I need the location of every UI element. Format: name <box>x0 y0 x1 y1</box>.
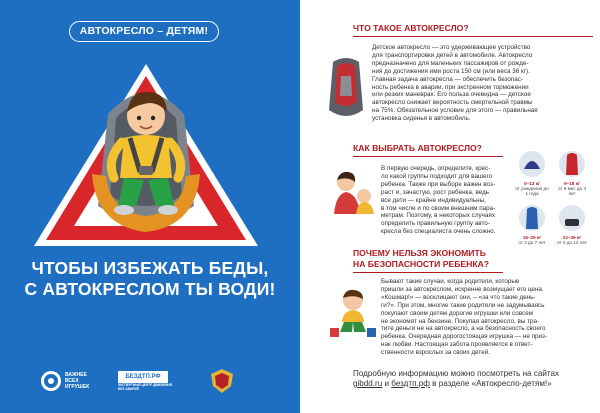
section-text: Детское автокресло — это удерживающее устройство для транспортировки детей в автомобиле. Автокресло предназначено для маленьких пассажиров от рожде- ния до достижения ими роста 150 см (или веса 36 кг). Главная задача автокресла — обеспечить безопас- ность ребенка в аварии, при экстренном торможении или резких маневрах. Его польза очевидна — детское автокресло снижает вероятность смертельной травмы на 75%. Обязательное условие для этого — правильная установка сиденья в автомобиль. <box>372 44 538 123</box>
section-text: Бывают такие случаи, когда родители, которые пришли за автокреслом, искренне возмущает его цена. «Кошмар!» — восклицают они, – «за что такие день- ги?». При этом, многие такие родители не задумываясь покупают своим детям дорогие игрушки или совсем не экономят на бензине. Покупая автокресло, вы тра- тите деньги не на автокресло, а на безопасность своего ребенка. Очередная дорогостоящая игрушка — не приз- нак любви. Настоящая забота проявляется в ответ- ственности взрослых за своих детей. <box>381 278 548 357</box>
heading-divider <box>353 156 503 157</box>
car-seat-icon <box>325 56 367 122</box>
section-heading: ПОЧЕМУ НЕЛЬЗЯ ЭКОНОМИТЬ НА БЕЗОПАСНОСТИ РЕБЕНКА? <box>353 248 490 269</box>
bezdtp-link[interactable]: бездтп.рф <box>391 379 430 388</box>
bezdtp-logo: БЕЗДТП.РФ <box>118 371 168 383</box>
section-heading: КАК ВЫБРАТЬ АВТОКРЕСЛО? <box>353 143 482 153</box>
gibdd-emblem-icon <box>210 368 234 394</box>
slogan-line: С АВТОКРЕСЛОМ ТЫ ВОДИ! <box>24 279 276 299</box>
child-in-car-seat-illustration <box>26 56 266 256</box>
partner-logos <box>40 366 265 396</box>
heading-divider <box>353 36 593 37</box>
booster-seat-icon <box>559 203 585 233</box>
toys-logo-text: ВАЖНЕЕ ВСЕХ ИГРУШЕК <box>65 372 90 390</box>
boy-with-toys-icon <box>330 288 376 338</box>
infant-seat-icon <box>519 149 545 179</box>
toddler-seat-icon <box>559 149 585 179</box>
parent-with-child-icon <box>332 170 376 216</box>
bezdtp-logo-subtitle: ЭКСПЕРТНЫЙ ЦЕНТР ДВИЖЕНИЯ БЕЗ АВАРИЙ <box>118 383 172 391</box>
seat-group-label: 15–25 кг от 3 до 7 лет <box>518 235 546 246</box>
section-text: В первую очередь, определите, крес- ло какой группы подходит для вашего ребенка. Также при выборе важен воз- раст и, зачастую, рост ребенка, ведь все дети — крайне индивидуальны, в том числе и по своим внешним пара- метрам. Поэтому, в некоторых случаях определить правильную группу авто- кресла без специалиста очень сложно. <box>381 165 496 236</box>
poster-slogan <box>20 258 280 300</box>
seat-group-label: 9–18 кг от 9 мес до 4 лет <box>557 181 587 197</box>
child-seat-icon <box>519 203 545 233</box>
seat-group-label: 0–13 кг от рождения до 1 года <box>515 181 549 197</box>
seat-group-label: 22–36 кг от 6 до 12 лет <box>557 235 587 246</box>
footer-info: Подробную информацию можно посмотреть на сайтах gibdd.ru и бездтп.рф в разделе «Автокресло-детям!» <box>353 369 560 388</box>
campaign-badge: АВТОКРЕСЛО – ДЕТЯМ! <box>69 21 219 42</box>
section-heading: ЧТО ТАКОЕ АВТОКРЕСЛО? <box>353 23 469 33</box>
toy-icon <box>40 370 62 392</box>
slogan-line: ЧТОБЫ ИЗБЕЖАТЬ БЕДЫ, <box>31 258 269 278</box>
heading-divider <box>353 272 503 273</box>
gibdd-link[interactable]: gibdd.ru <box>353 379 383 388</box>
